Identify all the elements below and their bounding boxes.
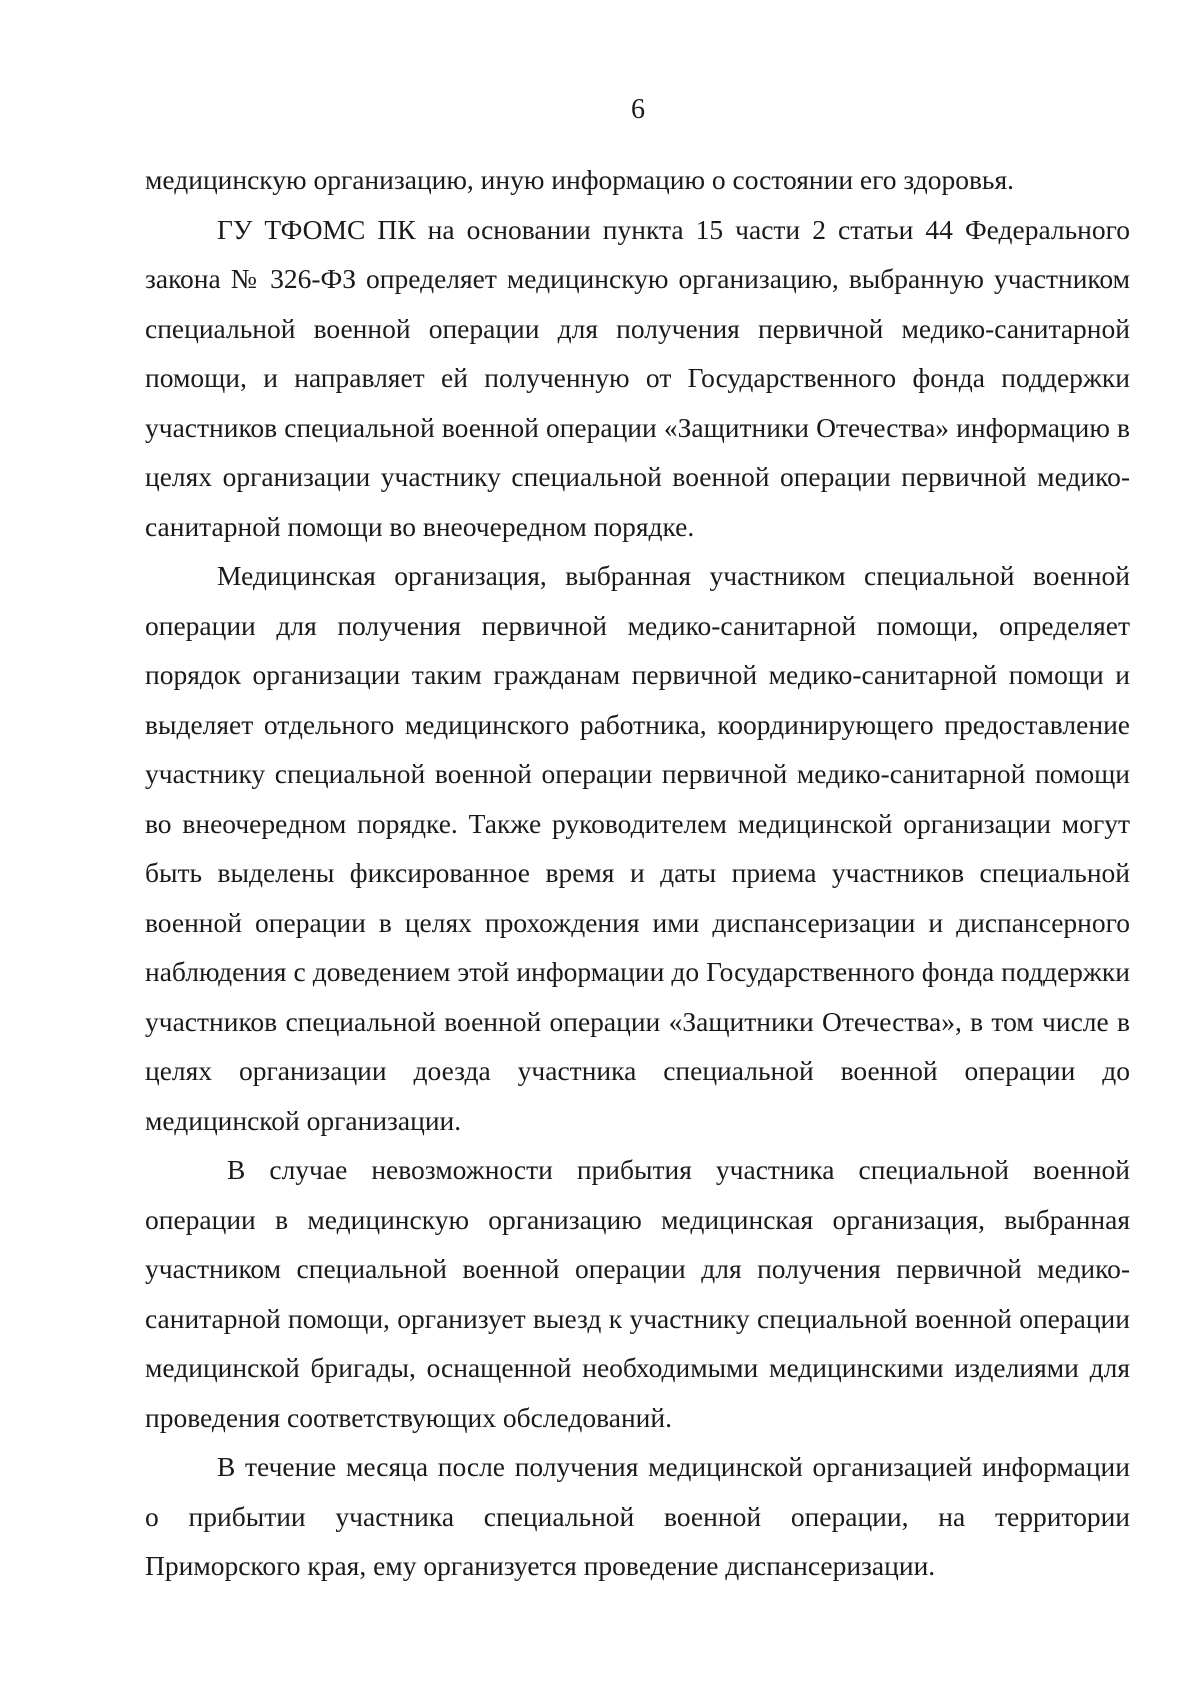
- paragraph-home-visit: В случае невозможности прибытия участника специальной военной операции в медицинскую организацию медицинская организация, выбранная участником специальной военной операции для получения первичной медико-санитарной помощи, организует выезд к участнику специальной военной операции медицинской бригады, оснащенной необходимыми медицинскими изделиями для проведения соответствующих обследований.: [145, 1154, 1130, 1433]
- document-body: [145, 155, 1130, 1591]
- paragraph-continuation: медицинскую организацию, иную информацию о состоянии его здоровья.: [145, 164, 1014, 195]
- paragraph-tfoms: ГУ ТФОМС ПК на основании пункта 15 части 2 статьи 44 Федерального закона № 326-ФЗ определяет медицинскую организацию, выбранную участником специальной военной операции для получения первичной медико-санитарной помощи, и направляет ей полученную от Государственного фонда поддержки участников специальной военной операции «Защитники Отечества» информацию в целях организации участнику специальной военной операции первичной медико-санитарной помощи во внеочередном порядке.: [145, 213, 1130, 542]
- page-number: 6: [631, 94, 645, 125]
- paragraph-medical-organization: Медицинская организация, выбранная участником специальной военной операции для получения первичной медико-санитарной помощи, определяет порядок организации таким гражданам первичной медико-санитарной помощи и выделяет отдельного медицинского работника, координирующего предоставление участнику специальной военной операции первичной медико-санитарной помощи во внеочередном порядке. Также руководителем медицинской организации могут быть выделены фиксированное время и даты приема участников специальной военной операции в целях прохождения ими диспансеризации и диспансерного наблюдения с доведением этой информации до Государственного фонда поддержки участников специальной военной операции «Защитники Отечества», в том числе в целях организации доезда участника специальной военной операции до медицинской организации.: [145, 560, 1130, 1136]
- paragraph-dispensarization: В течение месяца после получения медицинской организацией информации о прибытии участника специальной военной операции, на территории Приморского края, ему организуется проведение диспансеризации.: [145, 1451, 1130, 1581]
